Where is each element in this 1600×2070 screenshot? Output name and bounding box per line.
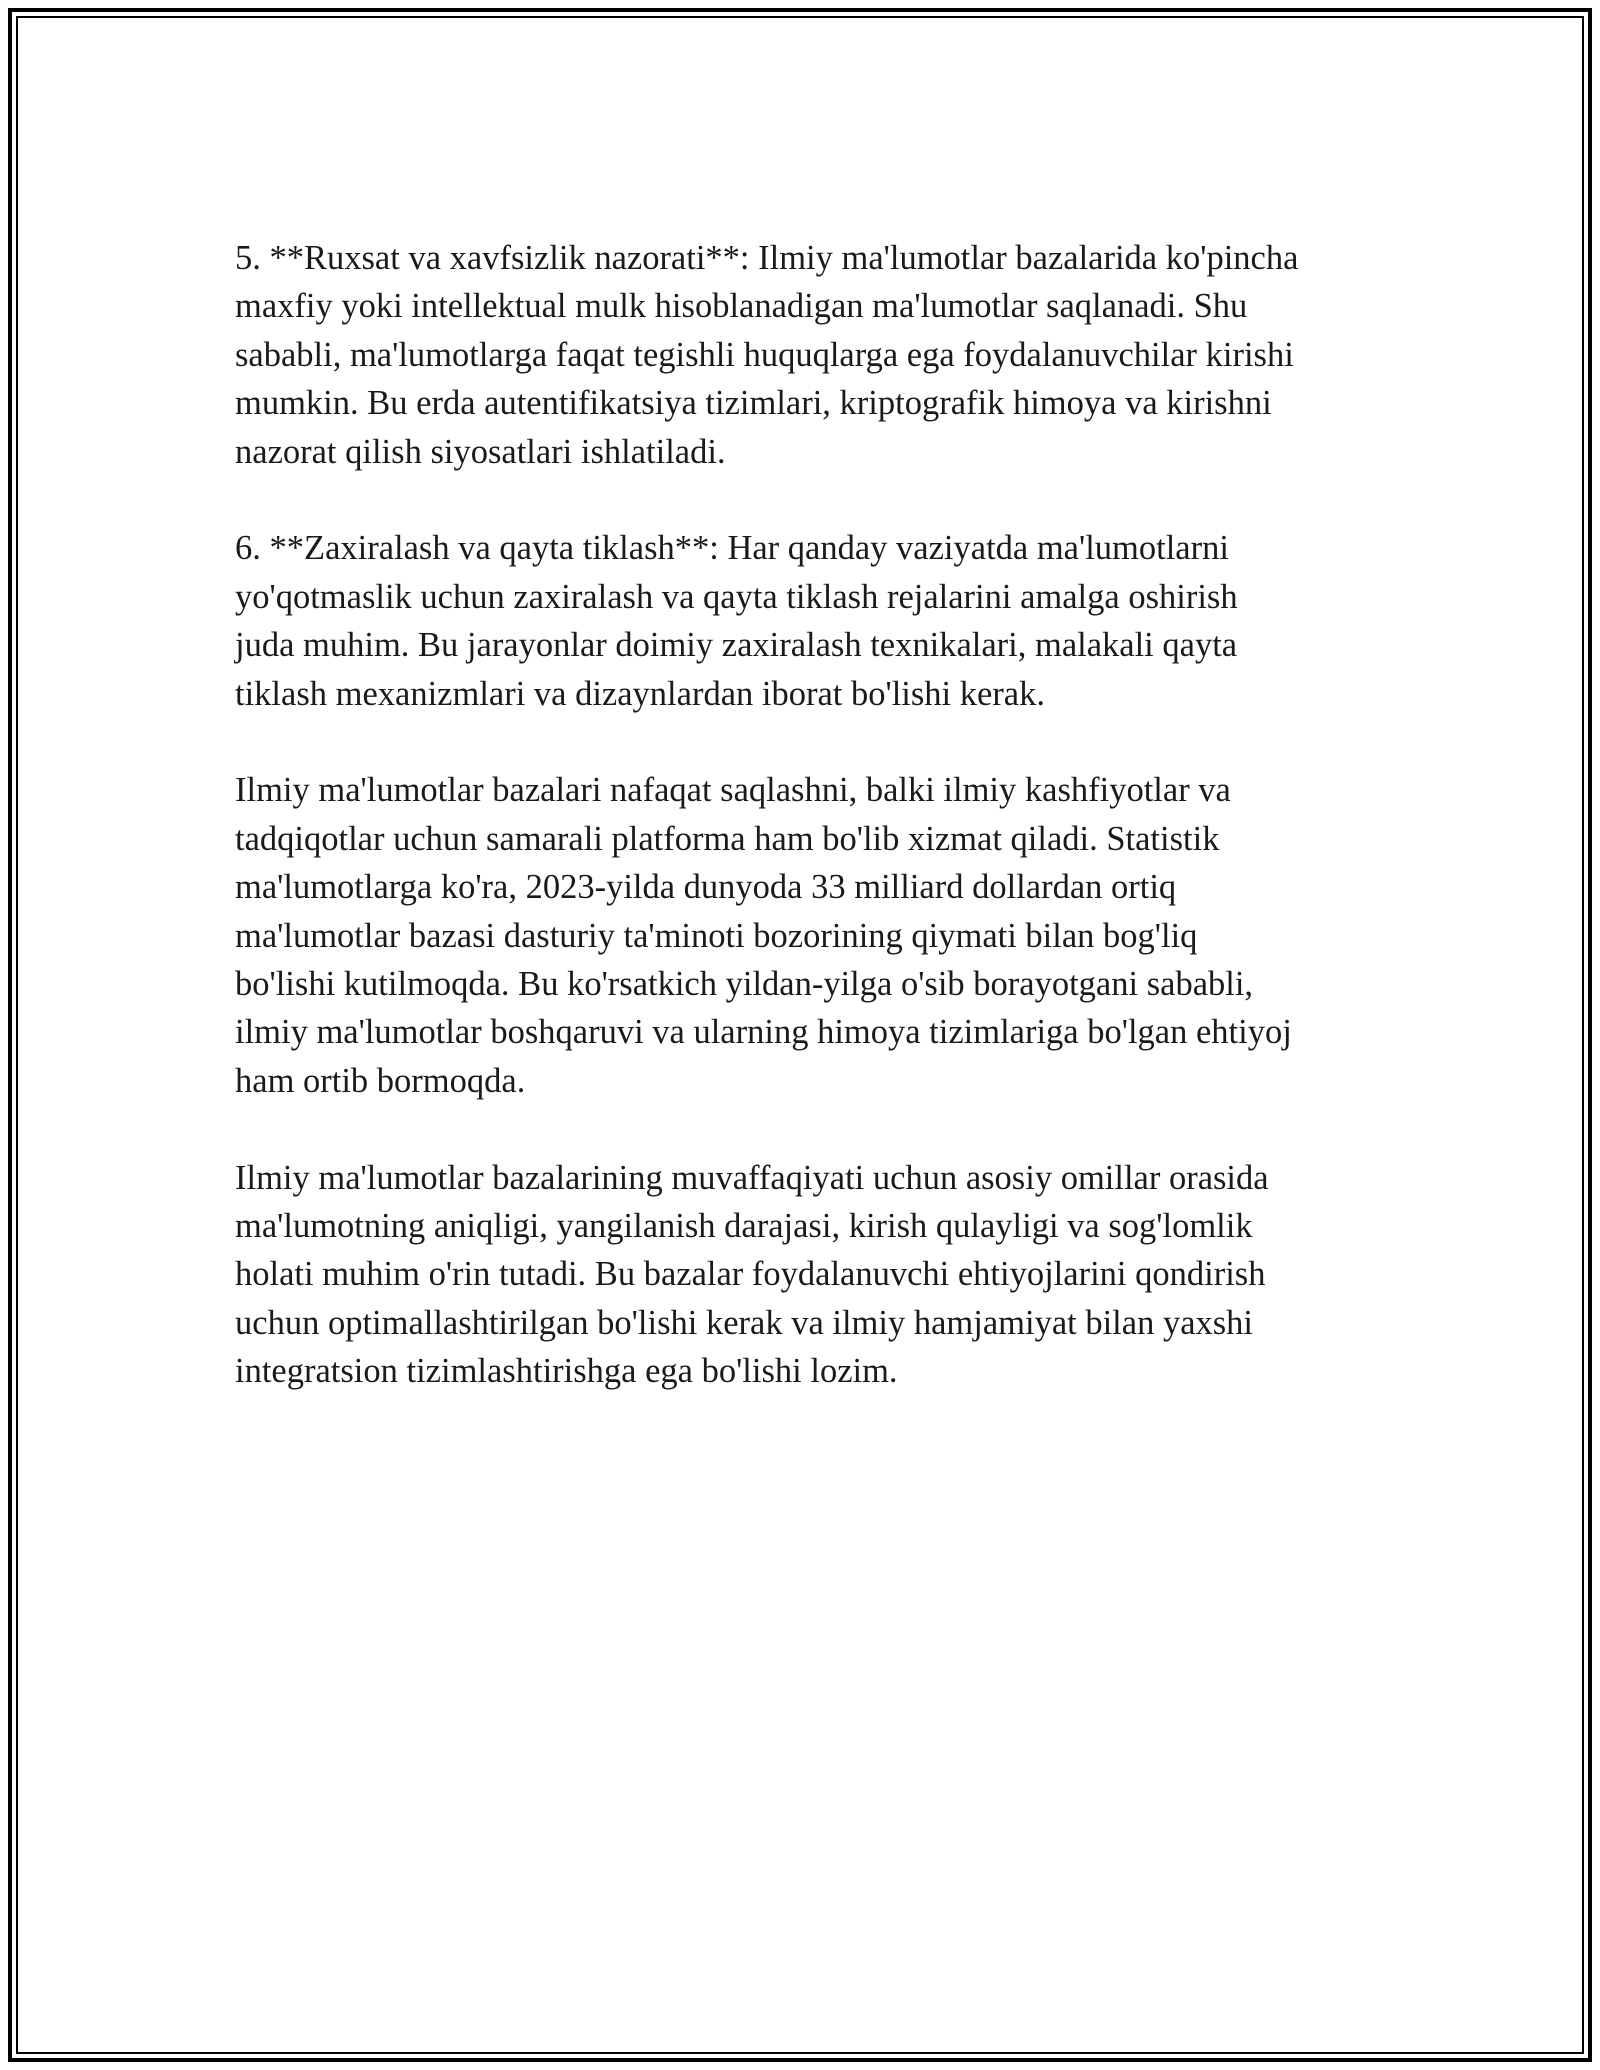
text-line: ma'lumotlar bazasi dasturiy ta'minoti bozorining qiymati bilan bog'liq	[235, 916, 1198, 955]
text-line: ilmiy ma'lumotlar boshqaruvi va ularning himoya tizimlariga bo'lgan ehtiyoj	[235, 1013, 1292, 1052]
paragraph-success-factors	[235, 1154, 1375, 1396]
text-line: bo'lishi kutilmoqda. Bu ko'rsatkich yildan-yilga o'sib borayotgani sababli,	[235, 965, 1254, 1004]
text-line: sababli, ma'lumotlarga faqat tegishli huquqlarga ega foydalanuvchilar kirishi	[235, 335, 1294, 374]
text-line: integratsion tizimlashtirishga ega bo'lishi lozim.	[235, 1352, 898, 1391]
document-body	[235, 234, 1375, 1444]
text-line: ma'lumotning aniqligi, yangilanish darajasi, kirish qulayligi va sog'lomlik	[235, 1207, 1253, 1246]
paragraph-backup-recovery	[235, 524, 1375, 718]
text-line: Ilmiy ma'lumotlar bazalarining muvaffaqiyati uchun asosiy omillar orasida	[235, 1158, 1269, 1197]
text-line: ma'lumotlarga ko'ra, 2023-yilda dunyoda 33 milliard dollardan ortiq	[235, 868, 1177, 907]
text-line: 6. **Zaxiralash va qayta tiklash**: Har qanday vaziyatda ma'lumotlarni	[235, 529, 1229, 568]
text-line: mumkin. Bu erda autentifikatsiya tizimlari, kriptografik himoya va kirishni	[235, 384, 1272, 423]
text-line: yo'qotmaslik uchun zaxiralash va qayta tiklash rejalarini amalga oshirish	[235, 577, 1238, 616]
text-line: 5. **Ruxsat va xavfsizlik nazorati**: Ilmiy ma'lumotlar bazalarida ko'pincha	[235, 239, 1299, 277]
paragraph-database-market	[235, 766, 1375, 1105]
text-line: Ilmiy ma'lumotlar bazalari nafaqat saqlashni, balki ilmiy kashfiyotlar va	[235, 771, 1231, 810]
text-line: nazorat qilish siyosatlari ishlatiladi.	[235, 432, 726, 471]
text-line: holati muhim o'rin tutadi. Bu bazalar foydalanuvchi ehtiyojlarini qondirish	[235, 1255, 1266, 1294]
text-line: tadqiqotlar uchun samarali platforma ham bo'lib xizmat qiladi. Statistik	[235, 819, 1220, 858]
text-line: maxfiy yoki intellektual mulk hisoblanadigan ma'lumotlar saqlanadi. Shu	[235, 287, 1248, 326]
text-line: ham ortib bormoqda.	[235, 1061, 526, 1100]
text-line: uchun optimallashtirilgan bo'lishi kerak va ilmiy hamjamiyat bilan yaxshi	[235, 1303, 1254, 1342]
text-line: tiklash mexanizmlari va dizaynlardan iborat bo'lishi kerak.	[235, 674, 1045, 713]
text-line: juda muhim. Bu jarayonlar doimiy zaxiralash texnikalari, malakali qayta	[235, 626, 1238, 665]
paragraph-access-security	[235, 234, 1375, 476]
